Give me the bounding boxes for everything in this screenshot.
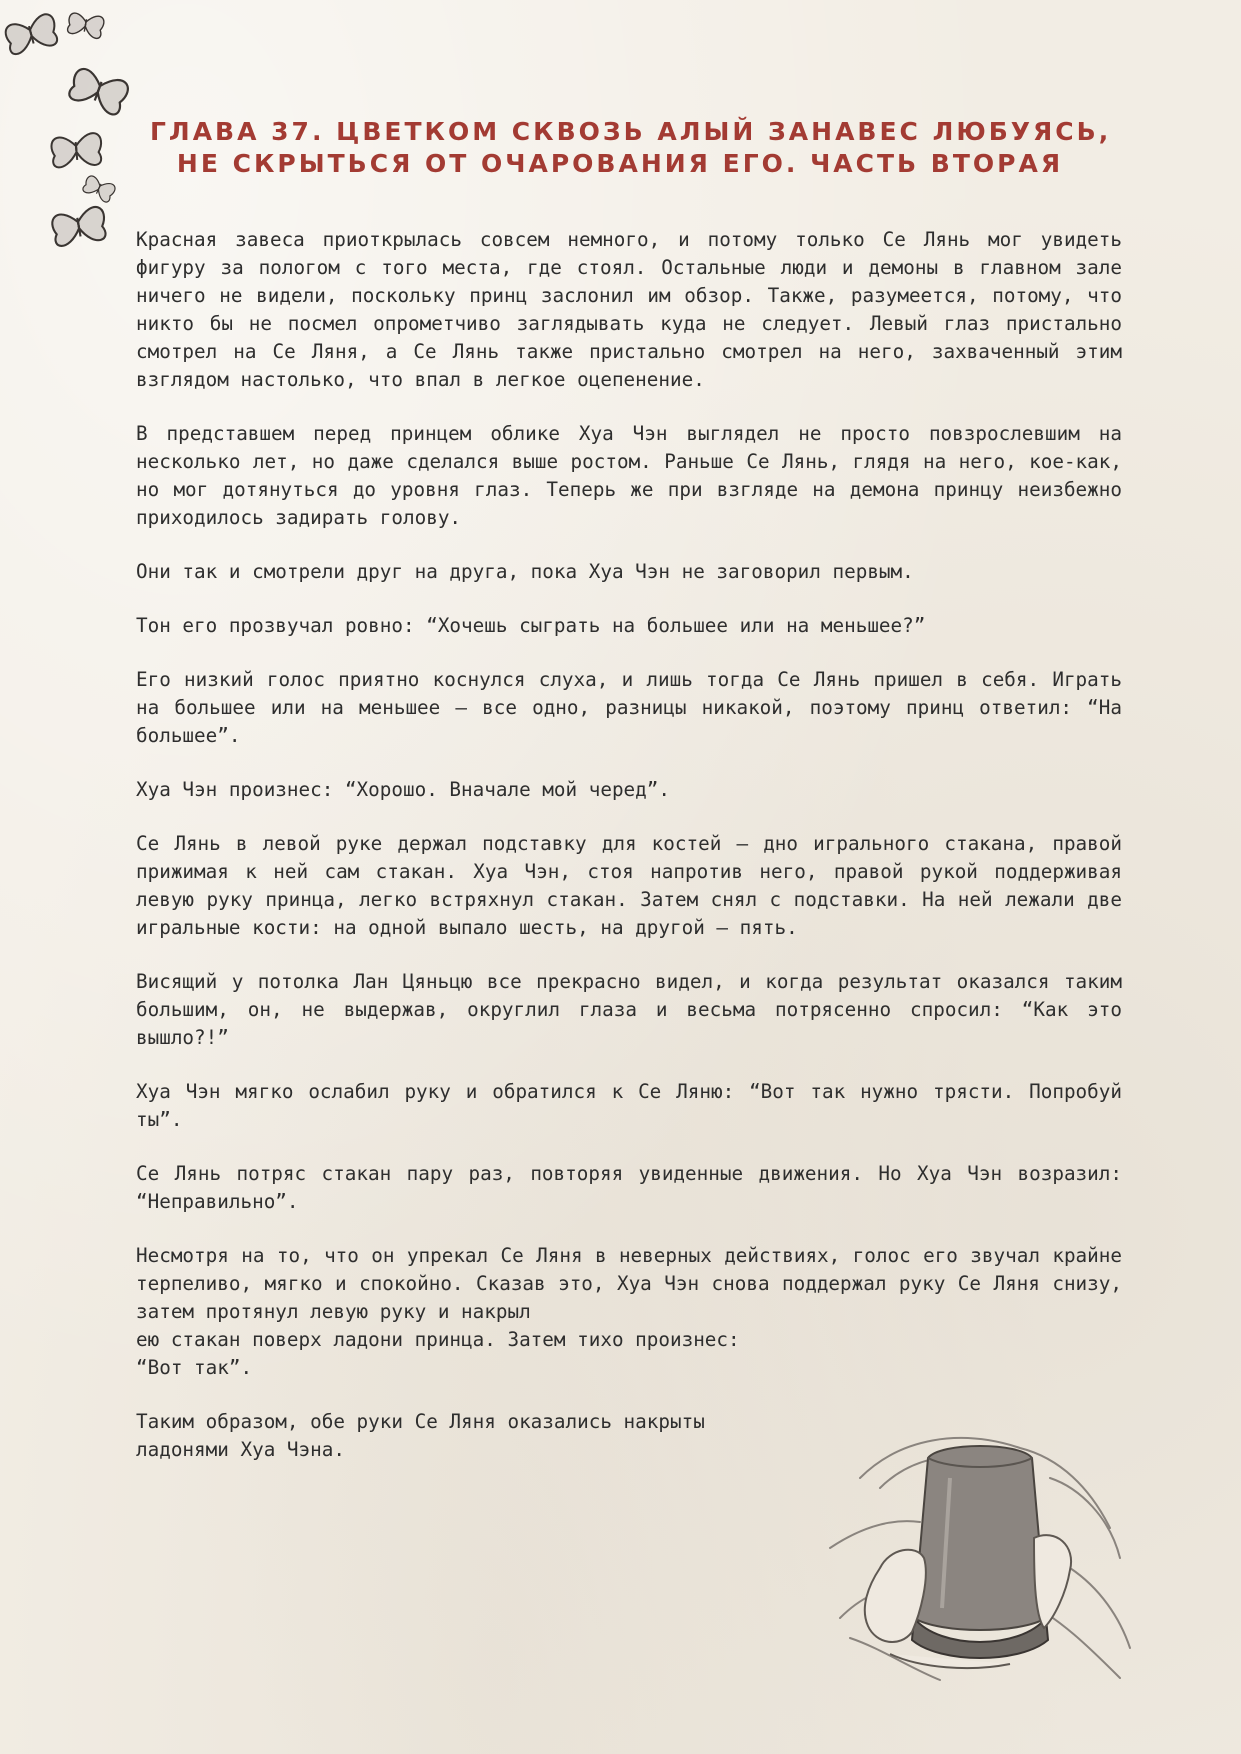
paragraph: Се Лянь потряс стакан пару раз, повторяя увиденные движения. Но Хуа Чэн возразил: “Неправильно”. (136, 1162, 1122, 1213)
butterfly-icon (67, 65, 131, 117)
paragraph: Они так и смотрели друг на друга, пока Хуа Чэн не заговорил первым. (136, 560, 914, 583)
paragraph: Хуа Чэн мягко ослабил руку и обратился к Се Ляню: “Вот так нужно трясти. Попробуй ты”. (136, 1080, 1122, 1131)
paragraph: Несмотря на то, что он упрекал Се Ляня в неверных действиях, голос его звучал крайне терпеливо, мягко и спокойно. Сказав это, Хуа Чэн снова поддержал руку Се Ляня снизу, затем протянул левую руку и накрыл (136, 1244, 1122, 1323)
chapter-title-line-2: НЕ СКРЫТЬСЯ ОТ ОЧАРОВАНИЯ ЕГО. ЧАСТЬ ВТОРАЯ (176, 149, 1064, 178)
butterfly-icon (51, 132, 103, 168)
paragraph: ею стакан поверх ладони принца. Затем тихо произнес: “Вот так”. (136, 1328, 740, 1379)
hands-dice-cup-sketch (820, 1418, 1140, 1690)
paragraph: Красная завеса приоткрылась совсем немного, и потому только Се Лянь мог увидеть фигуру за пологом с того места, где стоял. Остальные люди и демоны в главном зале ничего не видели, поскольку принц заслонил им обзор. Также, разумеется, потому, что никто бы не посмел опрометчиво заглядывать куда не следует. Левый глаз пристально смотрел на Се Ляня, а Се Лянь также пристально смотрел на него, захваченный этим взглядом настолько, что впал в легкое оцепенение. (136, 228, 1122, 391)
butterfly-icon (3, 12, 59, 56)
paragraph: Его низкий голос приятно коснулся слуха, и лишь тогда Се Лянь пришел в себя. Играть на большее или на меньшее — все одно, разницы никакой, поэтому принц ответил: “На большее”. (136, 668, 1122, 747)
paragraph: Хуа Чэн произнес: “Хорошо. Вначале мой черед”. (136, 778, 670, 801)
butterfly-decoration (0, 0, 160, 260)
butterfly-icon (67, 11, 105, 39)
butterfly-icon (51, 206, 108, 248)
paragraph: Се Лянь в левой руке держал подставку для костей — дно игрального стакана, правой прижимая к ней сам стакан. Хуа Чэн, стоя напротив него, правой рукой поддерживая левую руку принца, легко встряхнул стакан. Затем снял с подставки. На ней лежали две игральные кости: на одной выпало шесть, на другой — пять. (136, 832, 1122, 939)
paragraph: В представшем перед принцем облике Хуа Чэн выглядел не просто повзрослевшим на несколько лет, но даже сделался выше ростом. Раньше Се Лянь, глядя на него, кое-как, но мог дотянуться до уровня глаз. Теперь же при взгляде на демона принцу неизбежно приходилось задирать голову. (136, 422, 1122, 529)
paragraph: Тон его прозвучал ровно: “Хочешь сыграть на большее или на меньшее?” (136, 614, 926, 637)
butterfly-icon (81, 174, 116, 204)
chapter-title (150, 116, 1112, 180)
dice-cup (912, 1446, 1048, 1658)
paragraph: Таким образом, обе руки Се Ляня оказались накрыты ладонями Хуа Чэна. (136, 1410, 705, 1461)
paragraph: Висящий у потолка Лан Цяньцю все прекрасно видел, и когда результат оказался таким большим, он, не выдержав, округлил глаза и весьма потрясенно спросил: “Как это вышло?!” (136, 970, 1122, 1049)
chapter-body (136, 226, 1122, 1490)
chapter-title-line-1: ГЛАВА 37. ЦВЕТКОМ СКВОЗЬ АЛЫЙ ЗАНАВЕС ЛЮБУЯСЬ, (150, 117, 1112, 146)
